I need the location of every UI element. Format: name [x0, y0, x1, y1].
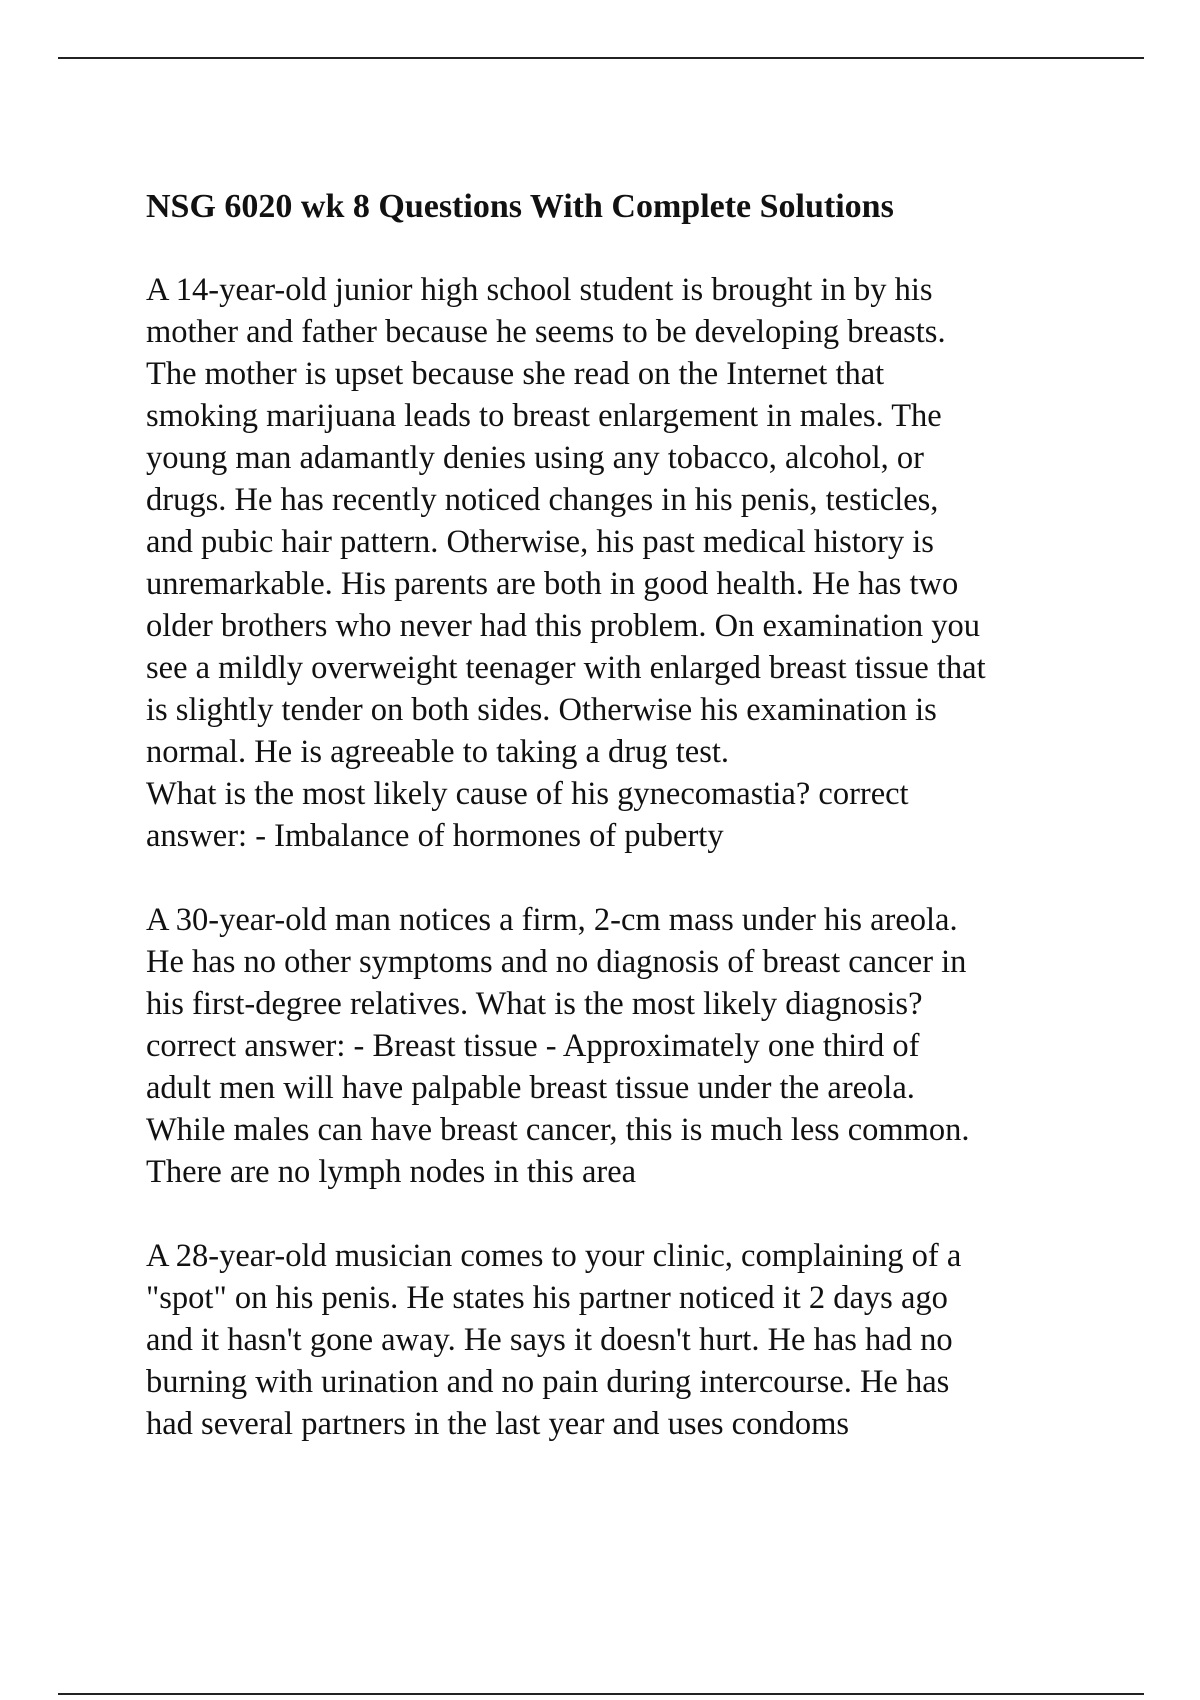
document-body	[146, 186, 1096, 1445]
question-line: What is the most likely cause of his gynecomastia? correct	[146, 776, 909, 812]
answer-line: correct answer: - Breast tissue - Approximately one third of	[146, 1028, 920, 1064]
text-line: had several partners in the last year and uses condoms	[146, 1406, 850, 1442]
answer-line: While males can have breast cancer, this is much less common.	[146, 1112, 970, 1148]
text-line: mother and father because he seems to be developing breasts.	[146, 314, 946, 350]
answer-line: adult men will have palpable breast tissue under the areola.	[146, 1070, 915, 1106]
bottom-rule	[58, 1693, 1144, 1695]
question-line: his first-degree relatives. What is the most likely diagnosis?	[146, 986, 923, 1022]
text-line: see a mildly overweight teenager with enlarged breast tissue that	[146, 650, 986, 686]
question-block-2	[146, 899, 1096, 1193]
top-rule	[58, 57, 1144, 59]
text-line: and it hasn't gone away. He says it doesn't hurt. He has had no	[146, 1322, 953, 1358]
text-line: burning with urination and no pain during intercourse. He has	[146, 1364, 950, 1400]
question-block-1	[146, 269, 1096, 857]
text-line: older brothers who never had this problem. On examination you	[146, 608, 980, 644]
text-line: A 30-year-old man notices a firm, 2-cm mass under his areola.	[146, 902, 958, 938]
text-line: The mother is upset because she read on the Internet that	[146, 356, 885, 392]
text-line: A 28-year-old musician comes to your clinic, complaining of a	[146, 1238, 962, 1274]
text-line: drugs. He has recently noticed changes in his penis, testicles,	[146, 482, 939, 518]
text-line: normal. He is agreeable to taking a drug test.	[146, 734, 730, 770]
text-line: young man adamantly denies using any tobacco, alcohol, or	[146, 440, 924, 476]
text-line: He has no other symptoms and no diagnosis of breast cancer in	[146, 944, 967, 980]
answer-line: answer: - Imbalance of hormones of puberty	[146, 818, 724, 854]
text-line: and pubic hair pattern. Otherwise, his past medical history is	[146, 524, 934, 560]
text-line: is slightly tender on both sides. Otherwise his examination is	[146, 692, 937, 728]
text-line: "spot" on his penis. He states his partner noticed it 2 days ago	[146, 1280, 948, 1316]
answer-line: There are no lymph nodes in this area	[146, 1154, 637, 1190]
text-line: unremarkable. His parents are both in good health. He has two	[146, 566, 959, 602]
text-line: smoking marijuana leads to breast enlargement in males. The	[146, 398, 942, 434]
question-block-3	[146, 1235, 1096, 1445]
document-title: NSG 6020 wk 8 Questions With Complete Solutions	[146, 188, 894, 225]
text-line: A 14-year-old junior high school student is brought in by his	[146, 272, 933, 308]
